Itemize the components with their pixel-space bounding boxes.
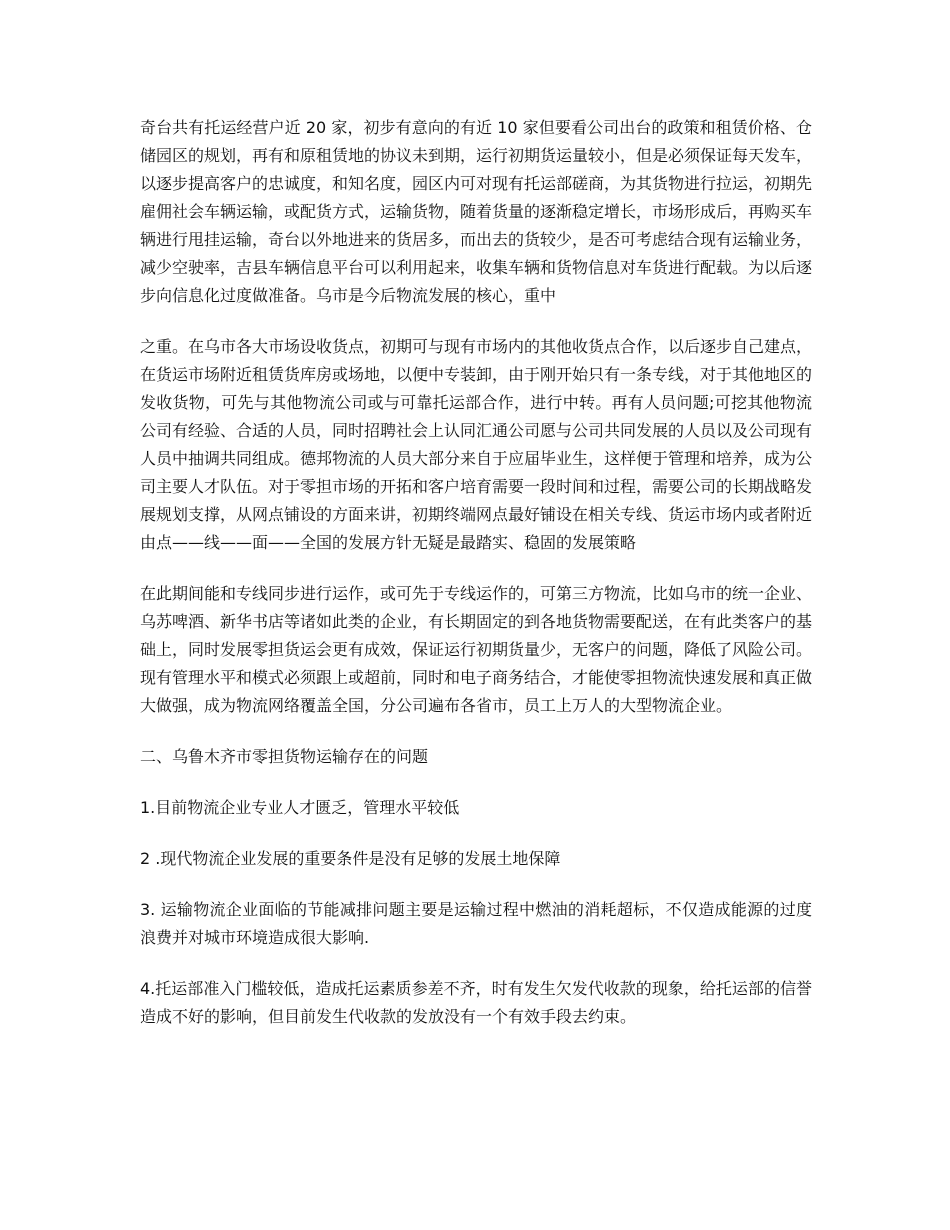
paragraph-1: 奇台共有托运经营户近 20 家，初步有意向的有近 10 家但要看公司出台的政策和租赁价格、仓储园区的规划，再有和原租赁地的协议未到期，运行初期货运量较小，但是必须保证每天发车，以逐步提高客户的忠诚度，和知名度，园区内可对现有托运部磋商，为其货物进行拉运，初期先雇佣社会车辆运输，或配货方式，运输货物，随着货量的逐渐稳定增长，市场形成后，再购买车辆进行甩挂运输，奇台以外地进来的货居多，而出去的货较少，是否可考虑结合现有运输业务，减少空驶率，吉县车辆信息平台可以利用起来，收集车辆和货物信息对车货进行配载。为以后逐步向信息化过度做准备。乌市是今后物流发展的核心，重中: [140, 118, 813, 305]
problem-item-1: 1.目前物流企业专业人才匮乏，管理水平较低: [140, 798, 460, 817]
problem-item-3: 3. 运输物流企业面临的节能减排问题主要是运输过程中燃油的消耗超标，不仅造成能源的过度浪费并对城市环境造成很大影响.: [140, 900, 812, 947]
section-heading: 二、乌鲁木齐市零担货物运输存在的问题: [140, 747, 429, 766]
problem-item-4: 4.托运部准入门槛较低，造成托运素质参差不齐，时有发生欠发代收款的现象，给托运部的信誉造成不好的影响，但目前发生代收款的发放没有一个有效手段去约束。: [140, 979, 812, 1026]
paragraph-2: 之重。在乌市各大市场设收货点，初期可与现有市场内的其他收货点合作，以后逐步自己建点，在货运市场附近租赁货库房或场地，以便中专装卸，由于刚开始只有一条专线，对于其他地区的发收货物，可先与其他物流公司或与可靠托运部合作，进行中转。再有人员问题;可挖其他物流公司有经验、合适的人员，同时招聘社会上认同汇通公司愿与公司共同发展的人员以及公司现有人员中抽调共同组成。德邦物流的人员大部分来自于应届毕业生，这样便于管理和培养，成为公司主要人才队伍。对于零担市场的开拓和客户培育需要一段时间和过程，需要公司的长期战略发展规划支撑，从网点铺设的方面来讲，初期终端网点最好铺设在相关专线、货运市场内或者附近由点——线——面——全国的发展方针无疑是最踏实、稳固的发展策略: [140, 337, 813, 552]
paragraph-3: 在此期间能和专线同步进行运作，或可先于专线运作的，可第三方物流，比如乌市的统一企业、乌苏啤酒、新华书店等诸如此类的企业，有长期固定的到各地货物需要配送，在有此类客户的基础上，同时发展零担货运会更有成效，保证运行初期货量少，无客户的问题，降低了风险公司。现有管理水平和模式必须跟上或超前，同时和电子商务结合，才能使零担物流快速发展和真正做大做强，成为物流网络覆盖全国，分公司遍布各省市，员工上万人的大型物流企业。: [140, 584, 813, 715]
problem-item-2: 2 .现代物流企业发展的重要条件是没有足够的发展土地保障: [140, 849, 561, 868]
document-body: [140, 114, 812, 1031]
